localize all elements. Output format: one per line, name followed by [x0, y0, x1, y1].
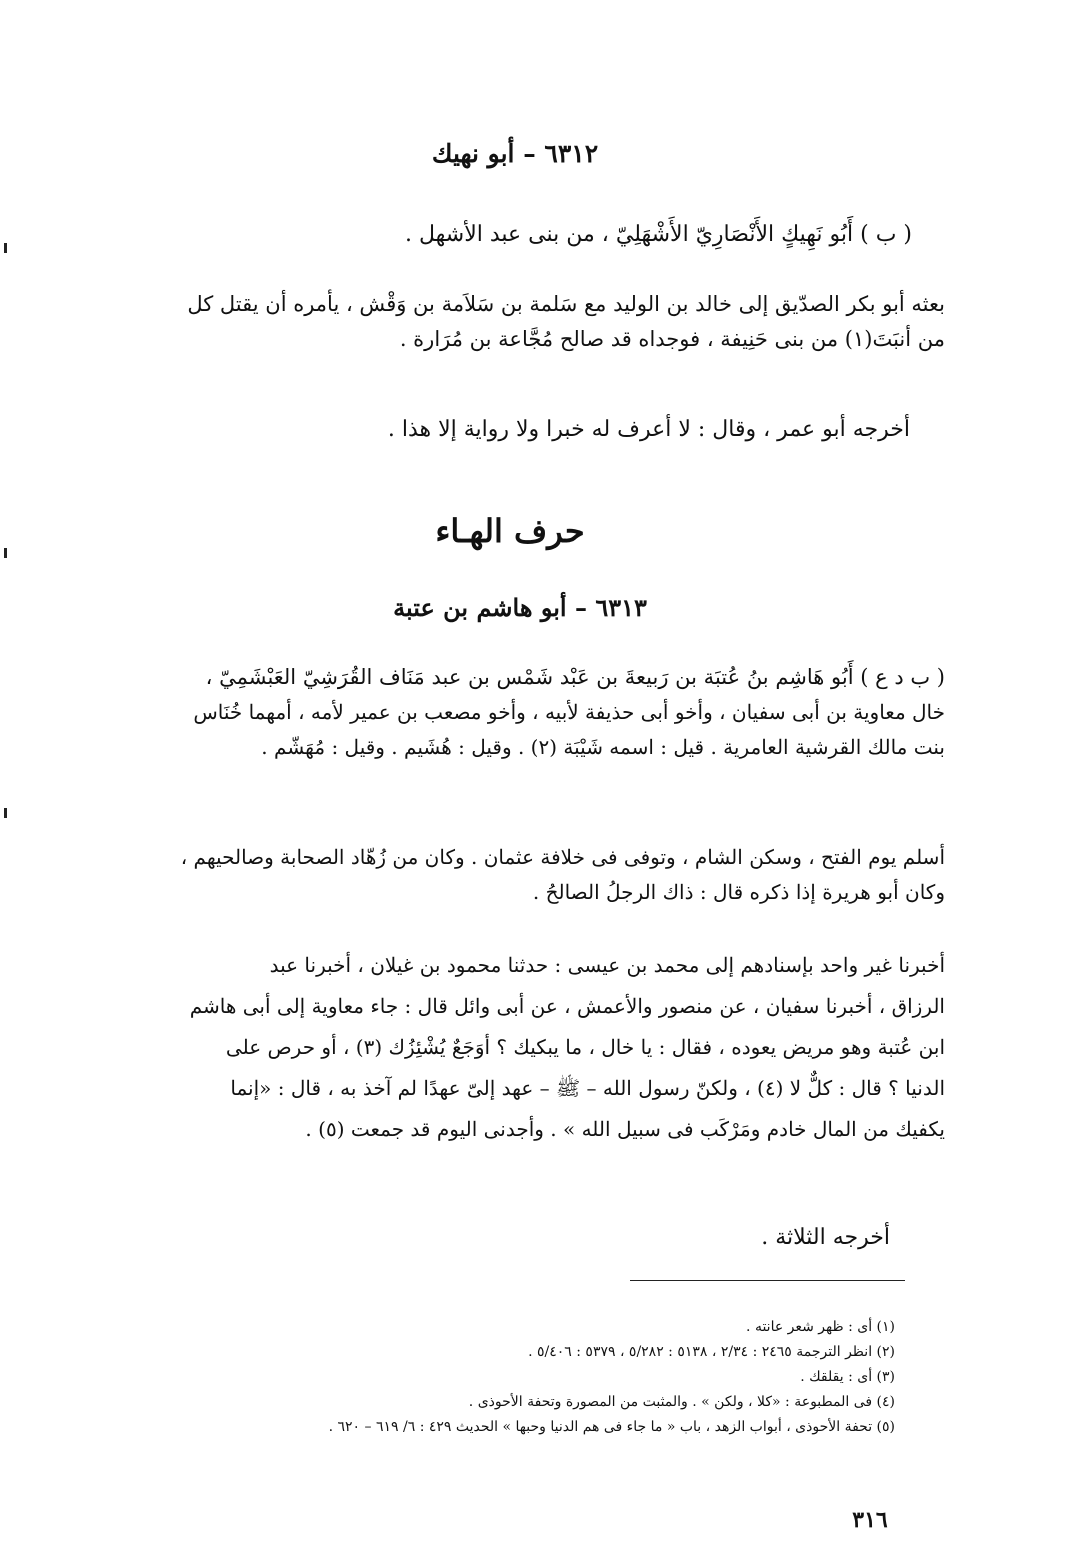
footnote-2: (٢) انظر الترجمة ٢٤٦٥ : ٢/٣٤ ، ٥١٣٨ : ٥/٢٨٢ ، ٥٣٧٩ : ٥/٤٠٦ . [528, 1344, 895, 1360]
entry-6312-para2 [75, 287, 945, 357]
text-line: ( ب ) أَبُو نَهِيكٍ الأَنْصَارِيّ الأَشْهَلِيّ ، من بنى عبد الأشهل . [404, 222, 912, 247]
entry-6312-para1 [360, 217, 912, 252]
entry-6313-para3 [75, 945, 945, 1150]
text-line: بنت مالك القرشية العامرية . قيل : اسمه شَيْبَة (٢) . وقيل : هُشَيم . وقيل : مُهَشّم . [261, 735, 945, 759]
entry-6313-title: ٦٣١٣ – أبو هاشم بن عتبة [393, 593, 647, 622]
footnote-4: (٤) فى المطبوعة : «كلا ، ولكن » . والمثبت من المصورة وتحفة الأحوذى . [468, 1394, 895, 1410]
footnote-3: (٣) أى : يقلقك . [800, 1369, 895, 1385]
text-line: خال معاوية بن أبى سفيان ، وأخو أبى حذيفة لأبيه ، وأخو مصعب بن عمير لأمه ، أمهما خُنَاس [193, 700, 945, 724]
text-line: بعثه أبو بكر الصدّيق إلى خالد بن الوليد مع سَلمة بن سَلاَمة بن وَقْش ، يأمره أن يقتل كل [187, 292, 945, 316]
scan-mark [4, 548, 7, 558]
footnote-1: (١) أى : ظهر شعر عانته . [746, 1319, 895, 1335]
text-line: الرزاق ، أخبرنا سفيان ، عن منصور والأعمش ، عن أبى وائل قال : جاء معاوية إلى أبى هاشم [189, 994, 945, 1018]
scan-mark [4, 243, 7, 253]
text-line: ابن عُتبة وهو مريض يعوده ، فقال : يا خال ، ما يبكيك ؟ أوَجَعٌ يُشْئِزُك (٣) ، أو حرص على [225, 1035, 945, 1059]
text-line: يكفيك من المال خادم ومَرْكَب فى سبيل الله » . وأجدنى اليوم قد جمعت (٥) . [305, 1117, 945, 1141]
text-line: وكان أبو هريرة إذا ذكره قال : ذاك الرجلُ الصالحُ . [532, 880, 945, 904]
text-line: الدنيا ؟ قال : كلٌّ لا (٤) ، ولكنّ رسول الله – ﷺ – عهد إلىّ عهدًا لم آخذ به ، قال : «إنما [230, 1076, 945, 1100]
entry-6312-title: ٦٣١٢ – أبو نهيك [431, 139, 599, 168]
footnotes [110, 1315, 895, 1440]
text-line: أخبرنا غير واحد بإسنادهم إلى محمد بن عيسى : حدثنا محمود بن غيلان ، أخبرنا عبد [269, 953, 945, 977]
text-line: ( ب د ع ) أَبُو هَاشِم بنُ عُتبَة بن رَبيعةَ بن عَبْد شَمْس بن عبد مَنَاف القُرَشِيّ العَبْشَمِيّ ، [205, 665, 945, 689]
footnote-5: (٥) تحفة الأحوذى ، أبواب الزهد ، باب « ما جاء فى هم الدنيا وحبها » الحديث ٤٢٩ : ٦/ ٦١٩ – ٦٢٠ . [328, 1419, 895, 1435]
text-line: أخرجه الثلاثة . [761, 1225, 890, 1250]
entry-6313-para1 [75, 660, 945, 765]
entry-6313-para2 [75, 840, 945, 910]
text-line: أخرجه أبو عمر ، وقال : لا أعرف له خبرا ولا رواية إلا هذا . [387, 417, 910, 442]
footnote-divider [630, 1280, 905, 1281]
scan-mark [4, 808, 7, 818]
text-line: من أنبَتَ(١) من بنى حَنِيفة ، فوجداه قد صالح مُجَّاعة بن مُرَارة . [399, 327, 945, 351]
page-number: ٣١٦ [852, 1507, 888, 1533]
section-title: حرف الهـاء [435, 512, 585, 550]
entry-6312-para3 [345, 412, 910, 447]
text-line: أسلم يوم الفتح ، وسكن الشام ، وتوفى فى خلافة عثمان . وكان من زُهّاد الصحابة وصالحيهم ، [180, 845, 945, 869]
entry-6313-para4 [600, 1220, 890, 1255]
